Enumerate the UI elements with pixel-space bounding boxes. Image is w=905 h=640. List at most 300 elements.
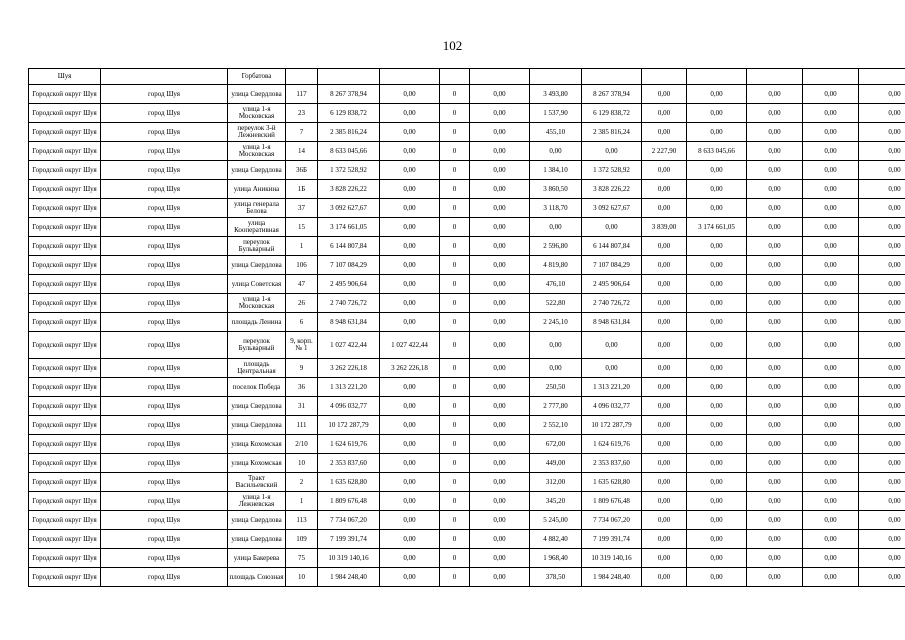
- cell-area-d: 0,00: [642, 473, 687, 492]
- cell-settlement: город Шуя: [101, 435, 228, 454]
- cell-area-d: [642, 69, 687, 85]
- cell-house-number: [286, 69, 318, 85]
- cell-cost-f: 0,00: [803, 256, 859, 275]
- cell-cost-c: 0,00: [582, 142, 642, 161]
- cell-settlement: город Шуя: [101, 294, 228, 313]
- cell-settlement: город Шуя: [101, 473, 228, 492]
- cell-area-c: 1 384,10: [530, 161, 582, 180]
- cell-cost-e: 0,00: [747, 492, 803, 511]
- cell-cost-a: 0,00: [380, 161, 440, 180]
- cell-cost-b: 0,00: [470, 568, 530, 587]
- cell-cost-c: 1 372 528,92: [582, 161, 642, 180]
- cell-cost-f: 0,00: [803, 530, 859, 549]
- cell-cost-a: [380, 69, 440, 85]
- cell-cost-b: 0,00: [470, 123, 530, 142]
- cell-district: Шуя: [29, 69, 101, 85]
- cell-cost-b: 0,00: [470, 237, 530, 256]
- table-row: [29, 332, 905, 359]
- cell-cost-a: 0,00: [380, 142, 440, 161]
- cell-cost-g: 0,00: [859, 161, 905, 180]
- cell-total-cost: 10 319 140,16: [318, 549, 380, 568]
- cell-cost-b: 0,00: [470, 549, 530, 568]
- cell-cost-e: 0,00: [747, 199, 803, 218]
- cell-cost-b: 0,00: [470, 218, 530, 237]
- cell-area-c: 250,50: [530, 378, 582, 397]
- cell-count-b: 0: [440, 473, 470, 492]
- cell-cost-e: 0,00: [747, 294, 803, 313]
- cell-settlement: город Шуя: [101, 237, 228, 256]
- cell-cost-b: 0,00: [470, 180, 530, 199]
- cell-cost-a: 0,00: [380, 218, 440, 237]
- cell-cost-b: [470, 69, 530, 85]
- cell-street: улица Свердлова: [228, 256, 286, 275]
- cell-count-b: 0: [440, 359, 470, 378]
- cell-area-c: 2 777,80: [530, 397, 582, 416]
- cell-settlement: город Шуя: [101, 332, 228, 359]
- cell-cost-f: 0,00: [803, 416, 859, 435]
- cell-cost-e: 0,00: [747, 313, 803, 332]
- cell-street: улица Свердлова: [228, 530, 286, 549]
- cell-cost-d: 0,00: [687, 294, 747, 313]
- cell-street: поселок Победа: [228, 378, 286, 397]
- table-row: [29, 104, 905, 123]
- cell-cost-d: 0,00: [687, 511, 747, 530]
- cell-cost-a: 0,00: [380, 313, 440, 332]
- cell-cost-c: 1 313 221,20: [582, 378, 642, 397]
- cell-area-d: 0,00: [642, 123, 687, 142]
- cell-cost-g: 0,00: [859, 275, 905, 294]
- cell-house-number: 2/10: [286, 435, 318, 454]
- cell-street: переулок Бульварный: [228, 332, 286, 359]
- cell-total-cost: 1 624 619,76: [318, 435, 380, 454]
- cell-cost-b: 0,00: [470, 511, 530, 530]
- cell-cost-b: 0,00: [470, 454, 530, 473]
- cell-area-d: 0,00: [642, 530, 687, 549]
- cell-cost-a: 0,00: [380, 237, 440, 256]
- cell-total-cost: 2 495 906,64: [318, 275, 380, 294]
- cell-cost-b: 0,00: [470, 397, 530, 416]
- cell-cost-f: 0,00: [803, 568, 859, 587]
- cell-total-cost: 2 353 837,60: [318, 454, 380, 473]
- cell-house-number: 47: [286, 275, 318, 294]
- cell-count-b: 0: [440, 397, 470, 416]
- cell-cost-c: 7 734 067,20: [582, 511, 642, 530]
- cell-cost-g: 0,00: [859, 123, 905, 142]
- cell-cost-a: 0,00: [380, 199, 440, 218]
- cell-area-c: 345,20: [530, 492, 582, 511]
- cell-cost-g: 0,00: [859, 180, 905, 199]
- cell-area-d: 0,00: [642, 492, 687, 511]
- cell-district: Городской округ Шуя: [29, 180, 101, 199]
- cell-cost-g: 0,00: [859, 332, 905, 359]
- cell-cost-f: 0,00: [803, 313, 859, 332]
- cell-area-d: 0,00: [642, 397, 687, 416]
- cell-area-c: 2 596,80: [530, 237, 582, 256]
- cell-district: Городской округ Шуя: [29, 123, 101, 142]
- cell-cost-e: 0,00: [747, 454, 803, 473]
- cell-area-c: 476,10: [530, 275, 582, 294]
- cell-area-c: 1 968,40: [530, 549, 582, 568]
- cell-cost-g: 0,00: [859, 104, 905, 123]
- cell-cost-a: 0,00: [380, 454, 440, 473]
- cell-settlement: город Шуя: [101, 549, 228, 568]
- cell-cost-g: 0,00: [859, 142, 905, 161]
- cell-cost-d: 0,00: [687, 416, 747, 435]
- cell-area-d: 0,00: [642, 549, 687, 568]
- cell-house-number: 10: [286, 454, 318, 473]
- table-row: [29, 199, 905, 218]
- cell-count-b: 0: [440, 85, 470, 104]
- cell-cost-c: 1 984 248,40: [582, 568, 642, 587]
- cell-total-cost: 2 740 726,72: [318, 294, 380, 313]
- cell-area-c: 312,00: [530, 473, 582, 492]
- cell-cost-e: 0,00: [747, 359, 803, 378]
- cell-house-number: 26: [286, 294, 318, 313]
- cell-cost-d: 0,00: [687, 454, 747, 473]
- cell-cost-c: 8 267 378,94: [582, 85, 642, 104]
- cell-house-number: 113: [286, 511, 318, 530]
- cell-area-c: 449,00: [530, 454, 582, 473]
- cell-cost-c: 10 319 140,16: [582, 549, 642, 568]
- cell-cost-a: 0,00: [380, 378, 440, 397]
- cell-cost-d: 0,00: [687, 568, 747, 587]
- cell-count-b: 0: [440, 530, 470, 549]
- cell-settlement: город Шуя: [101, 313, 228, 332]
- cell-area-c: 5 245,00: [530, 511, 582, 530]
- cell-district: Городской округ Шуя: [29, 161, 101, 180]
- table-row: [29, 313, 905, 332]
- cell-cost-f: 0,00: [803, 359, 859, 378]
- cell-settlement: город Шуя: [101, 123, 228, 142]
- table-row: [29, 397, 905, 416]
- cell-area-d: 0,00: [642, 359, 687, 378]
- cell-cost-b: 0,00: [470, 530, 530, 549]
- table-row: [29, 69, 905, 85]
- cell-cost-e: 0,00: [747, 435, 803, 454]
- cell-house-number: 9: [286, 359, 318, 378]
- cell-cost-f: 0,00: [803, 161, 859, 180]
- cell-district: Городской округ Шуя: [29, 313, 101, 332]
- cell-cost-d: 0,00: [687, 332, 747, 359]
- cell-cost-e: 0,00: [747, 123, 803, 142]
- table-row: [29, 511, 905, 530]
- cell-cost-b: 0,00: [470, 416, 530, 435]
- cell-cost-d: 0,00: [687, 359, 747, 378]
- cell-cost-d: 0,00: [687, 180, 747, 199]
- cell-cost-b: 0,00: [470, 332, 530, 359]
- cell-cost-e: 0,00: [747, 416, 803, 435]
- cell-district: Городской округ Шуя: [29, 435, 101, 454]
- cell-cost-b: 0,00: [470, 435, 530, 454]
- cell-street: Тракт Васильевский: [228, 473, 286, 492]
- cell-total-cost: 1 313 221,20: [318, 378, 380, 397]
- cell-cost-c: 4 096 032,77: [582, 397, 642, 416]
- cell-area-c: 3 118,70: [530, 199, 582, 218]
- cell-house-number: 1Б: [286, 180, 318, 199]
- cell-count-b: 0: [440, 492, 470, 511]
- cell-total-cost: 8 948 631,84: [318, 313, 380, 332]
- cell-cost-a: 0,00: [380, 435, 440, 454]
- cell-cost-f: 0,00: [803, 511, 859, 530]
- table-row: [29, 142, 905, 161]
- cell-count-b: 0: [440, 568, 470, 587]
- cell-district: Городской округ Шуя: [29, 256, 101, 275]
- cell-area-c: [530, 69, 582, 85]
- cell-cost-b: 0,00: [470, 473, 530, 492]
- cell-count-b: 0: [440, 416, 470, 435]
- cell-street: улица Свердлова: [228, 511, 286, 530]
- cell-cost-c: 2 385 816,24: [582, 123, 642, 142]
- page-number: 102: [442, 38, 463, 53]
- cell-cost-b: 0,00: [470, 142, 530, 161]
- cell-cost-g: 0,00: [859, 294, 905, 313]
- cell-cost-a: 0,00: [380, 492, 440, 511]
- cell-cost-g: 0,00: [859, 511, 905, 530]
- cell-area-d: 0,00: [642, 237, 687, 256]
- cell-cost-a: 0,00: [380, 256, 440, 275]
- cell-street: площадь Ленина: [228, 313, 286, 332]
- cell-cost-a: 0,00: [380, 511, 440, 530]
- cell-cost-e: [747, 69, 803, 85]
- cell-cost-b: 0,00: [470, 85, 530, 104]
- cell-cost-g: 0,00: [859, 549, 905, 568]
- cell-district: Городской округ Шуя: [29, 294, 101, 313]
- cell-cost-e: 0,00: [747, 237, 803, 256]
- cell-cost-d: 0,00: [687, 275, 747, 294]
- cell-cost-g: 0,00: [859, 359, 905, 378]
- table-row: [29, 530, 905, 549]
- cell-cost-e: 0,00: [747, 218, 803, 237]
- table-row: [29, 435, 905, 454]
- cell-total-cost: 10 172 287,79: [318, 416, 380, 435]
- registry-table: [28, 68, 905, 587]
- cell-district: Городской округ Шуя: [29, 473, 101, 492]
- cell-area-c: 0,00: [530, 359, 582, 378]
- cell-cost-g: 0,00: [859, 397, 905, 416]
- cell-cost-d: 0,00: [687, 473, 747, 492]
- cell-street: улица 1-я Московская: [228, 294, 286, 313]
- cell-cost-a: 0,00: [380, 123, 440, 142]
- cell-area-d: 0,00: [642, 85, 687, 104]
- cell-settlement: город Шуя: [101, 85, 228, 104]
- cell-cost-g: 0,00: [859, 256, 905, 275]
- cell-total-cost: 1 027 422,44: [318, 332, 380, 359]
- cell-cost-d: 0,00: [687, 85, 747, 104]
- cell-district: Городской округ Шуя: [29, 85, 101, 104]
- cell-cost-e: 0,00: [747, 332, 803, 359]
- cell-count-b: 0: [440, 218, 470, 237]
- cell-cost-b: 0,00: [470, 378, 530, 397]
- cell-street: улица Кооперативная: [228, 218, 286, 237]
- cell-cost-d: 3 174 661,05: [687, 218, 747, 237]
- cell-count-b: 0: [440, 454, 470, 473]
- cell-count-b: 0: [440, 237, 470, 256]
- cell-cost-c: 2 495 906,64: [582, 275, 642, 294]
- cell-settlement: город Шуя: [101, 492, 228, 511]
- cell-cost-c: 3 828 226,22: [582, 180, 642, 199]
- cell-cost-d: 0,00: [687, 104, 747, 123]
- cell-cost-c: 0,00: [582, 218, 642, 237]
- cell-house-number: 9, корп. № 1: [286, 332, 318, 359]
- cell-cost-d: 0,00: [687, 378, 747, 397]
- table-row: [29, 568, 905, 587]
- cell-cost-a: 0,00: [380, 85, 440, 104]
- cell-count-b: 0: [440, 199, 470, 218]
- cell-total-cost: 3 174 661,05: [318, 218, 380, 237]
- cell-district: Городской округ Шуя: [29, 275, 101, 294]
- table-row: [29, 378, 905, 397]
- cell-count-b: [440, 69, 470, 85]
- cell-settlement: город Шуя: [101, 104, 228, 123]
- cell-cost-g: 0,00: [859, 454, 905, 473]
- cell-cost-f: 0,00: [803, 492, 859, 511]
- cell-cost-c: 7 107 084,29: [582, 256, 642, 275]
- cell-settlement: город Шуя: [101, 416, 228, 435]
- cell-area-d: 0,00: [642, 313, 687, 332]
- cell-cost-d: 0,00: [687, 313, 747, 332]
- cell-settlement: город Шуя: [101, 511, 228, 530]
- cell-cost-f: 0,00: [803, 104, 859, 123]
- cell-cost-b: 0,00: [470, 275, 530, 294]
- cell-area-c: 3 860,50: [530, 180, 582, 199]
- cell-area-d: 0,00: [642, 568, 687, 587]
- cell-cost-f: 0,00: [803, 549, 859, 568]
- cell-cost-a: 0,00: [380, 416, 440, 435]
- cell-area-c: 0,00: [530, 142, 582, 161]
- cell-street: улица Кохомская: [228, 454, 286, 473]
- table-row: [29, 473, 905, 492]
- table-row: [29, 180, 905, 199]
- cell-total-cost: 3 828 226,22: [318, 180, 380, 199]
- cell-area-d: 0,00: [642, 454, 687, 473]
- cell-house-number: 37: [286, 199, 318, 218]
- cell-house-number: 14: [286, 142, 318, 161]
- cell-area-d: 0,00: [642, 435, 687, 454]
- cell-area-c: 455,10: [530, 123, 582, 142]
- cell-area-d: 0,00: [642, 332, 687, 359]
- cell-cost-b: 0,00: [470, 313, 530, 332]
- cell-cost-d: 0,00: [687, 530, 747, 549]
- cell-total-cost: 7 734 067,20: [318, 511, 380, 530]
- cell-district: Городской округ Шуя: [29, 104, 101, 123]
- cell-total-cost: 6 129 838,72: [318, 104, 380, 123]
- cell-count-b: 0: [440, 378, 470, 397]
- cell-settlement: город Шуя: [101, 142, 228, 161]
- cell-street: улица Бакерева: [228, 549, 286, 568]
- cell-area-d: 3 839,00: [642, 218, 687, 237]
- cell-cost-e: 0,00: [747, 511, 803, 530]
- cell-area-d: 0,00: [642, 378, 687, 397]
- cell-cost-d: 0,00: [687, 161, 747, 180]
- cell-cost-e: 0,00: [747, 530, 803, 549]
- cell-cost-a: 0,00: [380, 549, 440, 568]
- cell-settlement: [101, 69, 228, 85]
- cell-total-cost: 1 635 628,80: [318, 473, 380, 492]
- cell-area-d: 0,00: [642, 180, 687, 199]
- cell-street: улица Свердлова: [228, 416, 286, 435]
- cell-cost-e: 0,00: [747, 142, 803, 161]
- cell-count-b: 0: [440, 256, 470, 275]
- cell-area-c: 2 245,10: [530, 313, 582, 332]
- cell-cost-c: 6 129 838,72: [582, 104, 642, 123]
- cell-street: Горбатова: [228, 69, 286, 85]
- cell-cost-d: 0,00: [687, 256, 747, 275]
- cell-area-d: 0,00: [642, 275, 687, 294]
- cell-street: переулок 3-й Лежневский: [228, 123, 286, 142]
- table-row: [29, 256, 905, 275]
- table-row: [29, 161, 905, 180]
- cell-area-c: 1 537,90: [530, 104, 582, 123]
- cell-cost-c: [582, 69, 642, 85]
- cell-cost-c: 3 092 627,67: [582, 199, 642, 218]
- cell-district: Городской округ Шуя: [29, 511, 101, 530]
- cell-count-b: 0: [440, 123, 470, 142]
- cell-street: улица Свердлова: [228, 161, 286, 180]
- cell-cost-e: 0,00: [747, 275, 803, 294]
- cell-count-b: 0: [440, 161, 470, 180]
- cell-cost-f: 0,00: [803, 123, 859, 142]
- cell-settlement: город Шуя: [101, 397, 228, 416]
- cell-cost-g: 0,00: [859, 237, 905, 256]
- cell-street: улица Свердлова: [228, 85, 286, 104]
- cell-district: Городской округ Шуя: [29, 416, 101, 435]
- cell-count-b: 0: [440, 180, 470, 199]
- cell-count-b: 0: [440, 142, 470, 161]
- cell-cost-e: 0,00: [747, 256, 803, 275]
- cell-cost-a: 0,00: [380, 294, 440, 313]
- cell-cost-g: 0,00: [859, 199, 905, 218]
- cell-count-b: 0: [440, 104, 470, 123]
- table-row: [29, 123, 905, 142]
- cell-cost-c: 2 353 837,60: [582, 454, 642, 473]
- cell-house-number: 36Б: [286, 161, 318, 180]
- cell-cost-g: 0,00: [859, 313, 905, 332]
- cell-street: переулок Бульварный: [228, 237, 286, 256]
- cell-settlement: город Шуя: [101, 359, 228, 378]
- cell-cost-e: 0,00: [747, 397, 803, 416]
- cell-area-d: 0,00: [642, 256, 687, 275]
- cell-cost-e: 0,00: [747, 180, 803, 199]
- cell-district: Городской округ Шуя: [29, 397, 101, 416]
- cell-house-number: 36: [286, 378, 318, 397]
- cell-house-number: 23: [286, 104, 318, 123]
- cell-total-cost: 3 092 627,67: [318, 199, 380, 218]
- cell-cost-c: 8 948 631,84: [582, 313, 642, 332]
- cell-house-number: 75: [286, 549, 318, 568]
- cell-total-cost: 8 633 045,66: [318, 142, 380, 161]
- cell-cost-e: 0,00: [747, 568, 803, 587]
- cell-cost-e: 0,00: [747, 378, 803, 397]
- cell-street: улица Советская: [228, 275, 286, 294]
- cell-total-cost: 4 096 032,77: [318, 397, 380, 416]
- cell-cost-f: 0,00: [803, 435, 859, 454]
- cell-cost-b: 0,00: [470, 359, 530, 378]
- cell-cost-c: 1 809 676,48: [582, 492, 642, 511]
- table-row: [29, 218, 905, 237]
- cell-cost-d: 0,00: [687, 435, 747, 454]
- table-row: [29, 549, 905, 568]
- cell-cost-a: 0,00: [380, 180, 440, 199]
- cell-count-b: 0: [440, 275, 470, 294]
- cell-settlement: город Шуя: [101, 378, 228, 397]
- cell-street: улица 1-я Московская: [228, 104, 286, 123]
- cell-area-c: 672,00: [530, 435, 582, 454]
- cell-cost-c: 1 624 619,76: [582, 435, 642, 454]
- cell-district: Городской округ Шуя: [29, 142, 101, 161]
- cell-house-number: 10: [286, 568, 318, 587]
- table-row: [29, 294, 905, 313]
- cell-cost-f: 0,00: [803, 397, 859, 416]
